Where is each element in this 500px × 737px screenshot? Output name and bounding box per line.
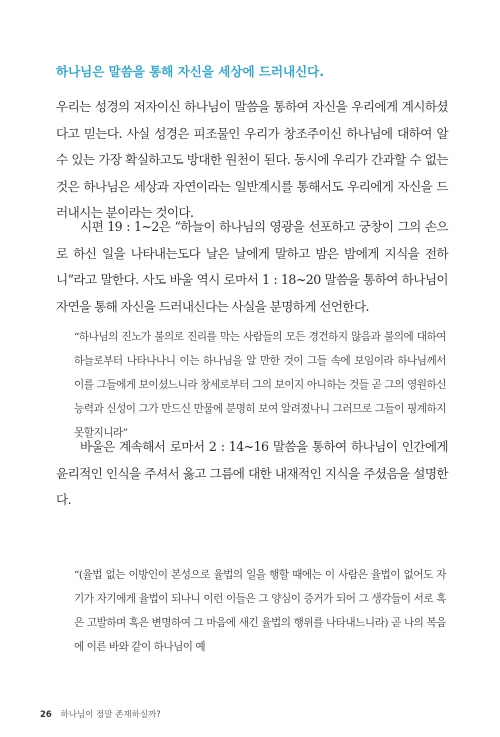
intro-paragraph-text: 우리는 성경의 저자이신 하나님이 말씀을 통하여 자신을 우리에게 계시하셨다고 믿는다. 사실 성경은 피조물인 우리가 창조주이신 하나님에 대하여 알 수 있는 가장 확실하고도 방대한 원천이 된다. 동시에 우리가 간과할 수 없는 것은 하나님은 세상과 자연이라는 일반계시를 통해서도 우리에게 자신을 드러내시는 분이라는 것이다. <box>56 99 448 220</box>
romans-2-quote <box>74 563 446 659</box>
paul-paragraph-text: 바울은 계속해서 로마서 2 : 14~16 말씀을 통하여 하나님이 인간에게 윤리적인 인식을 주셔서 옳고 그름에 대한 내재적인 지식을 주셨음을 설명한다. <box>56 439 448 507</box>
running-title: 하나님이 정말 존재하실까? <box>60 710 161 720</box>
page-number: 26 <box>40 710 52 720</box>
paul-paragraph <box>56 434 448 514</box>
intro-paragraph <box>56 94 448 227</box>
psalm-paragraph-text: 시편 19 : 1~2은 “하늘이 하나님의 영광을 선포하고 궁창이 그의 손으로 하신 일을 나타내는도다 날은 날에게 말하고 밤은 밤에게 지식을 전하니”라고 말한다. 사도 바울 역시 로마서 1 : 18~20 말씀을 통하여 하나님이 자연을 통해 자신을 드러내신다는 사실을 분명하게 선언한다. <box>56 219 448 314</box>
romans-1-quote <box>74 325 446 445</box>
romans-1-quote-text: “하나님의 진노가 불의로 진리를 막는 사람들의 모든 경건하지 않음과 불의에 대하여 하늘로부터 나타나나니 이는 하나님을 알 만한 것이 그들 속에 보임이라 하나님께서 이를 그들에게 보이셨느니라 창세로부터 그의 보이지 아니하는 것들 곧 그의 영원하신 능력과 신성이 그가 만드신 만물에 분명히 보여 알려졌나니 그러므로 그들이 핑계하지 못할지니라” <box>74 331 446 439</box>
page-footer <box>40 708 161 720</box>
romans-2-quote-text: “(율법 없는 이방인이 본성으로 율법의 일을 행할 때에는 이 사람은 율법이 없어도 자기가 자기에게 율법이 되나니 이런 이들은 그 양심이 증거가 되어 그 생각들이 서로 혹은 고발하며 혹은 변명하여 그 마음에 새긴 율법의 행위를 나타내느니라) 곧 나의 복음에 이른 바와 같이 하나님이 예 <box>74 569 446 653</box>
psalm-paragraph <box>56 214 448 320</box>
section-heading: 하나님은 말씀을 통해 자신을 세상에 드러내신다. <box>56 64 325 79</box>
